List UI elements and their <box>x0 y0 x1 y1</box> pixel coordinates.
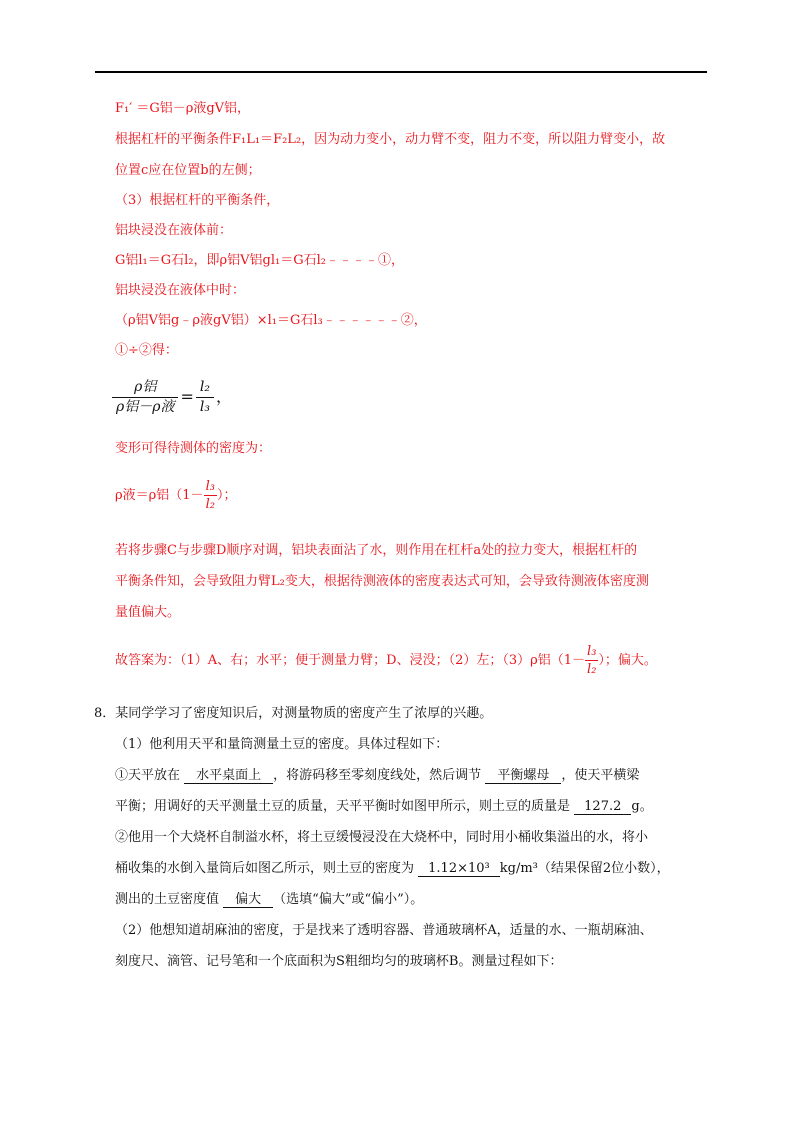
solution-line-8: （ρ铝V铝g﹣ρ液gV铝）×l₁＝G石l₃﹣﹣﹣﹣﹣﹣②， <box>115 313 427 328</box>
fraction-denominator: ρ铝－ρ液 <box>116 399 175 415</box>
answer-line <box>115 643 657 678</box>
step-1-text-a: ①天平放在 <box>115 768 181 783</box>
question-part-2-cont: 刻度尺、滴管、记号笔和一个底面积为S粗细均匀的玻璃杯B。测量过程如下： <box>115 954 563 969</box>
solution-line-1: F₁′ ＝G铝－ρ液gV铝， <box>115 101 251 116</box>
solution-line-9: ①÷②得： <box>115 343 178 358</box>
answer-blank-4: 1.12×10³ <box>418 861 500 877</box>
step-4-text-a: 桶收集的水倒入量筒后如图乙所示，则土豆的密度为 <box>115 861 415 876</box>
fraction-right-numerator: l₂ <box>196 378 214 398</box>
step-5-text-b: （选填“偏大”或“偏小”）。 <box>273 892 424 907</box>
fraction-right-denominator: l₃ <box>199 399 210 415</box>
answer-suffix: ）；偏大。 <box>598 653 657 668</box>
solution-line-10: 变形可得待测体的密度为： <box>115 441 272 456</box>
question-part-2: （2）他想知道胡麻油的密度，于是找来了透明容器、普通玻璃杯A，适量的水、一瓶胡麻油、 <box>115 923 653 938</box>
solution-line-3: 位置c应在位置b的左侧； <box>115 163 261 178</box>
question-intro: 8．某同学学习了密度知识后，对测量物质的密度产生了浓厚的兴趣。 <box>94 706 493 721</box>
liquid-density-formula <box>115 478 236 513</box>
step-5-text-a: 测出的土豆密度值 <box>115 892 220 907</box>
fraction-numerator: ρ铝 <box>112 378 178 398</box>
answer-blank-2: 平衡螺母 <box>485 768 561 784</box>
solution-line-4: （3）根据杠杆的平衡条件， <box>115 193 280 208</box>
formula-denominator: l₂ <box>205 497 215 512</box>
solution-line-14: 量值偏大。 <box>115 605 181 620</box>
formula-numerator: l₃ <box>205 479 215 494</box>
answer-blank-3: 127.2 <box>574 799 631 815</box>
step-4-text-b: kg/m³（结果保留2位小数）， <box>499 861 670 876</box>
answer-blank-1: 水平桌面上 <box>184 768 273 784</box>
answer-numerator: l₃ <box>587 644 597 659</box>
solution-line-5: 铝块浸没在液体前： <box>115 223 233 238</box>
answer-blank-5: 偏大 <box>223 892 273 908</box>
solution-line-2: 根据杠杆的平衡条件F₁L₁＝F₂L₂，因为动力变小，动力臂不变，阻力不变，所以阻力臂变小，故 <box>115 132 666 147</box>
step-2-text-b: g。 <box>631 799 653 814</box>
question-step-2 <box>115 798 653 816</box>
solution-line-12: 若将步骤C与步骤D顺序对调，铝块表面沾了水，则作用在杠杆a处的拉力变大，根据杠杆的 <box>115 543 638 558</box>
density-ratio-formula: ρ铝 ρ铝－ρ液 = $\frac{\text{l₂}}{\text{l₃}}$ ， <box>112 378 234 417</box>
solution-line-7: 铝块浸没在液体中时： <box>115 283 246 298</box>
formula-prefix: ρ液＝ρ铝（1－ <box>115 488 204 503</box>
question-step-3: ②他用一个大烧杯自制溢水杯，将土豆缓慢浸没在大烧杯中，同时用小桶收集溢出的水，将小 <box>115 830 649 845</box>
question-part-1: （1）他利用天平和量筒测量土豆的密度。具体过程如下： <box>115 737 449 752</box>
step-1-text-c: ，使天平横梁 <box>561 768 640 783</box>
header-rule <box>95 71 707 73</box>
formula-suffix: ）； <box>216 488 237 503</box>
question-step-1 <box>115 767 639 785</box>
answer-prefix: 故答案为：（1）A、右；水平；便于测量力臂；D、浸没；（2）左；（3）ρ铝（1－ <box>115 653 586 668</box>
step-2-text-a: 平衡；用调好的天平测量土豆的质量，天平平衡时如图甲所示，则土豆的质量是 <box>115 799 571 814</box>
solution-line-13: 平衡条件知，会导致阻力臂L₂变大，根据待测液体的密度表达式可知，会导致待测液体密度测 <box>115 574 649 589</box>
question-step-4 <box>115 860 670 878</box>
question-step-5 <box>115 891 423 909</box>
solution-line-6: G铝l₁＝G石l₂，即ρ铝V铝gl₁＝G石l₂﹣﹣﹣﹣①， <box>115 253 404 268</box>
step-1-text-b: ，将游码移至零刻度线处，然后调节 <box>273 768 482 783</box>
answer-denominator: l₂ <box>587 662 597 677</box>
